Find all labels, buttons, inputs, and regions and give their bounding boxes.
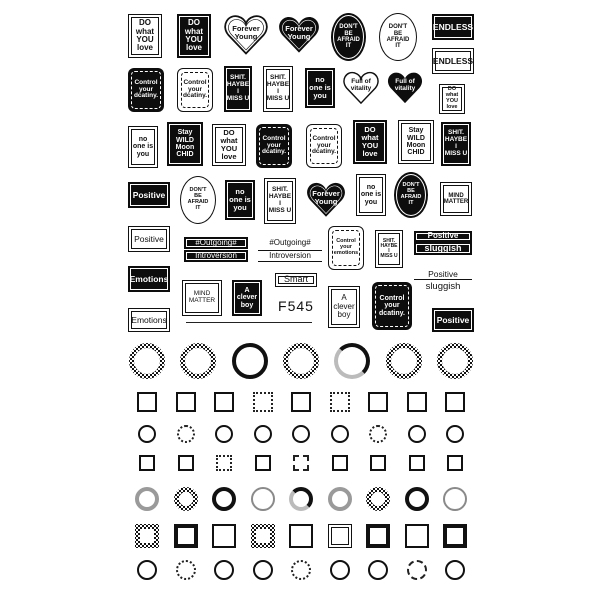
sticker-dont-be-afraid: DON'T BE AFRAID IT bbox=[180, 176, 216, 224]
ring-frame bbox=[232, 343, 268, 379]
sticker-forever-young-heart bbox=[278, 13, 320, 57]
sticker-no-one-is-you: no one is you bbox=[225, 180, 255, 220]
square-frame bbox=[139, 455, 155, 471]
square-frame bbox=[332, 455, 348, 471]
ring-frame bbox=[408, 425, 426, 443]
sticker-dont-be-afraid: DON'T BE AFRAID IT bbox=[331, 13, 366, 61]
ring-frame bbox=[331, 425, 349, 443]
sticker-positive: Positive bbox=[414, 269, 472, 280]
square-frame bbox=[443, 524, 467, 548]
sticker-do-what-you-love: DO what YOU love bbox=[128, 14, 162, 58]
ring-frame bbox=[176, 560, 196, 580]
square-frame bbox=[216, 455, 232, 471]
ring-frame bbox=[292, 425, 310, 443]
square-frame bbox=[370, 455, 386, 471]
sticker-endless: ENDLESS bbox=[432, 14, 474, 40]
sticker-dont-be-afraid: DON'T BE AFRAID IT bbox=[379, 13, 417, 61]
sticker-control-your-destiny: Control your dcatiny. bbox=[177, 68, 213, 112]
square-frame bbox=[174, 524, 198, 548]
square-frame bbox=[255, 455, 271, 471]
square-frame bbox=[289, 524, 313, 548]
square-frame bbox=[291, 392, 311, 412]
sticker-do-what-you-love: DO what YOU love bbox=[177, 14, 211, 58]
sticker-sluggish: sluggish bbox=[414, 242, 472, 255]
sticker-mind-matter: MIND MATTER bbox=[440, 182, 472, 216]
ring-frame bbox=[446, 425, 464, 443]
ring-frame bbox=[212, 487, 236, 511]
ring-frame bbox=[137, 560, 157, 580]
sticker-shit-haybe-miss-u: SHIT. HAYBE I MISS U bbox=[263, 66, 293, 112]
sticker-label: Forever Young bbox=[232, 23, 260, 41]
ring-frame bbox=[437, 343, 473, 379]
square-frame bbox=[212, 524, 236, 548]
ring-frame bbox=[407, 560, 427, 580]
ring-frame bbox=[369, 425, 387, 443]
ring-frame bbox=[174, 487, 198, 511]
ring-frame bbox=[443, 487, 467, 511]
ring-frame bbox=[289, 487, 313, 511]
sticker-a-clever-boy: A clever boy bbox=[232, 280, 262, 316]
ring-frame bbox=[138, 425, 156, 443]
sticker-positive: Positive bbox=[432, 308, 474, 332]
sticker-positive: Positive bbox=[414, 231, 472, 242]
sticker-shit-haybe-miss-u: SHIT. HAYBE I MISS U bbox=[375, 230, 403, 268]
ring-frame bbox=[254, 425, 272, 443]
sticker-control-your-emotions: Control your emotions bbox=[328, 226, 364, 270]
square-frame bbox=[135, 524, 159, 548]
sticker-control-your-destiny: Control your dcatiny. bbox=[372, 282, 412, 330]
sticker-forever-young-heart bbox=[306, 178, 346, 222]
square-frame bbox=[366, 524, 390, 548]
square-frame bbox=[137, 392, 157, 412]
sticker-control-your-destiny: Control your dcatiny. bbox=[128, 68, 164, 112]
sticker-introversion: Introversion bbox=[258, 250, 322, 262]
sticker-sluggish: sluggish bbox=[425, 280, 461, 292]
square-frame bbox=[405, 524, 429, 548]
square-frame bbox=[330, 392, 350, 412]
ring-frame bbox=[291, 560, 311, 580]
sticker-full-of-vitality-heart bbox=[387, 68, 423, 108]
sticker-control-your-destiny: Control your dcatiny. bbox=[256, 124, 292, 168]
sticker-no-one-is-you: no one is you bbox=[305, 68, 335, 108]
square-frame bbox=[407, 392, 427, 412]
smart-label: Smart bbox=[275, 273, 317, 287]
sticker-introversion: Introversion bbox=[184, 250, 248, 262]
sticker-no-one-is-you: no one is you bbox=[128, 126, 158, 168]
divider-line bbox=[186, 322, 312, 323]
square-frame bbox=[251, 524, 275, 548]
sticker-do-what-you-love: DO what YOU love bbox=[439, 84, 465, 114]
square-frame bbox=[214, 392, 234, 412]
ring-frame bbox=[215, 425, 233, 443]
square-frame bbox=[328, 524, 352, 548]
sticker-stay-wild-moon-child: Stay WILD Moon CHID bbox=[167, 122, 203, 166]
sticker-label: Forever Young bbox=[285, 24, 313, 41]
ring-frame bbox=[180, 343, 216, 379]
sticker-control-your-destiny: Control your dcatiny. bbox=[306, 124, 342, 168]
product-code: F545 bbox=[278, 297, 314, 314]
ring-frame bbox=[214, 560, 234, 580]
ring-frame bbox=[368, 560, 388, 580]
sticker-label: Full of vitality bbox=[394, 78, 416, 93]
ring-frame bbox=[283, 343, 319, 379]
sticker-forever-young-heart bbox=[224, 13, 268, 57]
sticker-do-what-you-love: DO what YOU love bbox=[353, 120, 387, 164]
ring-frame bbox=[328, 487, 352, 511]
sticker-shit-haybe-miss-u: SHIT. HAYBE I MISS U bbox=[224, 66, 252, 112]
ring-frame bbox=[177, 425, 195, 443]
square-frame bbox=[176, 392, 196, 412]
square-frame bbox=[445, 392, 465, 412]
square-frame bbox=[409, 455, 425, 471]
ring-frame bbox=[129, 343, 165, 379]
sticker-shit-haybe-miss-u: SHIT. HAYBE I MISS U bbox=[441, 122, 471, 166]
square-frame bbox=[253, 392, 273, 412]
ring-frame bbox=[135, 487, 159, 511]
sticker-no-one-is-you: no one is you bbox=[356, 174, 386, 216]
square-frame bbox=[178, 455, 194, 471]
sticker-shit-haybe-miss-u: SHIT. HAYBE I MISS U bbox=[264, 178, 296, 224]
ring-frame bbox=[445, 560, 465, 580]
sticker-a-clever-boy: A clever boy bbox=[328, 286, 360, 328]
sticker-label: Forever Young bbox=[312, 189, 340, 206]
sticker-mind-matter: MIND MATTER bbox=[182, 280, 222, 316]
sticker-full-of-vitality-heart bbox=[343, 68, 379, 108]
square-frame bbox=[293, 455, 309, 471]
square-frame bbox=[447, 455, 463, 471]
sticker-dont-be-afraid: DON'T BE AFRAID IT bbox=[394, 172, 428, 218]
ring-frame bbox=[366, 487, 390, 511]
ring-frame bbox=[405, 487, 429, 511]
ring-frame bbox=[334, 343, 370, 379]
sticker-stay-wild-moon-child: Stay WILD Moon CHID bbox=[398, 120, 434, 164]
ring-frame bbox=[386, 343, 422, 379]
ring-frame bbox=[251, 487, 275, 511]
sticker-emotions: Emotions bbox=[128, 266, 170, 292]
sticker-outgoing: #Outgoing# bbox=[269, 238, 311, 248]
sticker-do-what-you-love: DO what YOU love bbox=[212, 124, 246, 166]
sticker-emotions: Emotions bbox=[128, 308, 170, 332]
ring-frame bbox=[253, 560, 273, 580]
sticker-positive: Positive bbox=[128, 182, 170, 208]
square-frame bbox=[368, 392, 388, 412]
sticker-outgoing: #Outgoing# bbox=[184, 237, 248, 249]
sticker-positive: Positive bbox=[128, 226, 170, 252]
sticker-endless: ENDLESS bbox=[432, 48, 474, 74]
ring-frame bbox=[330, 560, 350, 580]
sticker-label: Full of vitality bbox=[350, 78, 372, 93]
